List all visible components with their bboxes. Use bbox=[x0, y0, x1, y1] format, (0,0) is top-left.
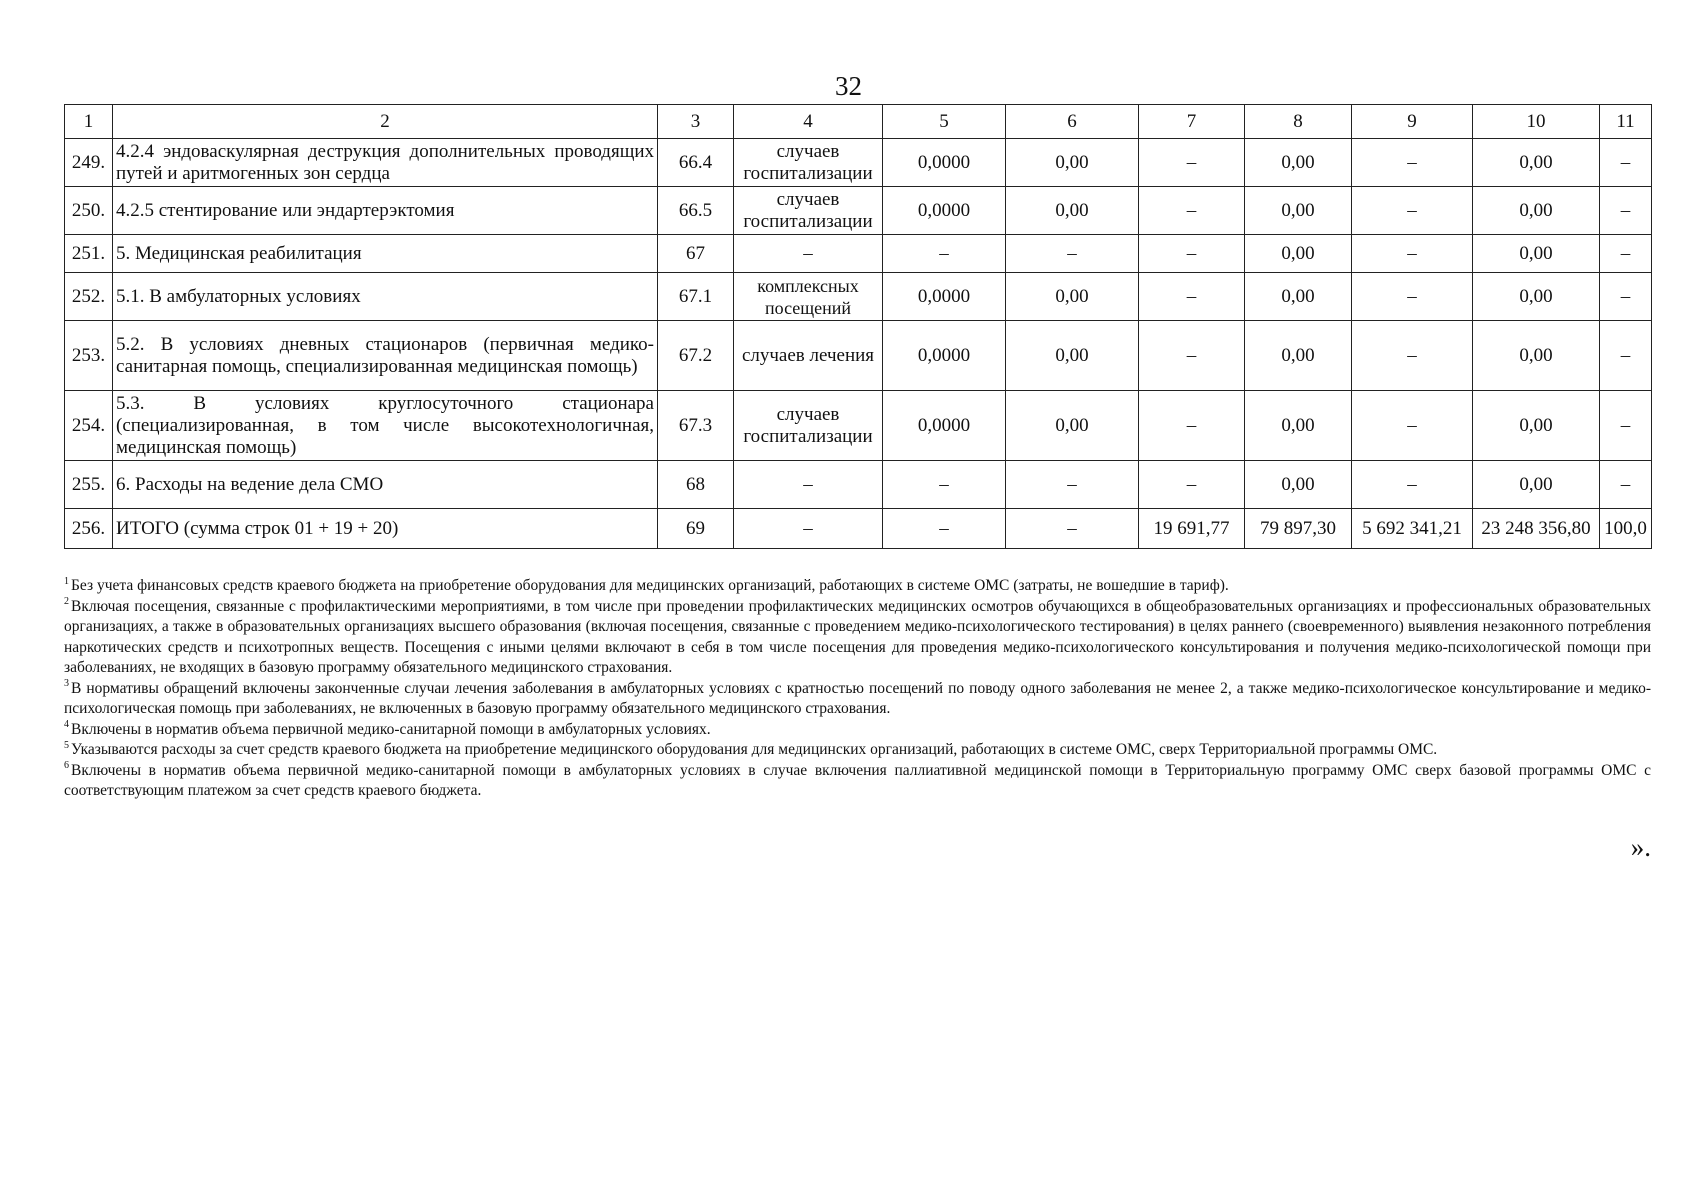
row-cell: – bbox=[1352, 391, 1473, 461]
row-cell: – bbox=[1139, 235, 1245, 273]
row-cell: 0,0000 bbox=[883, 273, 1006, 321]
row-cell: 0,00 bbox=[1245, 461, 1352, 509]
row-cell: – bbox=[1139, 461, 1245, 509]
row-code: 67.3 bbox=[658, 391, 734, 461]
row-unit: комплексных посещений bbox=[734, 273, 883, 321]
row-unit: – bbox=[734, 509, 883, 549]
column-header: 5 bbox=[883, 105, 1006, 139]
row-cell: – bbox=[1600, 187, 1652, 235]
row-cell: 0,0000 bbox=[883, 139, 1006, 187]
row-cell: – bbox=[1006, 235, 1139, 273]
column-header: 10 bbox=[1473, 105, 1600, 139]
row-cell: 0,00 bbox=[1473, 273, 1600, 321]
row-number: 254. bbox=[65, 391, 113, 461]
footnote bbox=[64, 679, 1651, 720]
row-code: 67 bbox=[658, 235, 734, 273]
table-header-row bbox=[65, 105, 1652, 139]
column-header: 2 bbox=[113, 105, 658, 139]
closing-quote-mark: ». bbox=[1630, 832, 1651, 862]
footnote-text: Включены в норматив объема первичной медико-санитарной помощи в амбулаторных условиях. bbox=[71, 720, 711, 738]
footnote bbox=[64, 597, 1651, 679]
row-cell: – bbox=[1352, 139, 1473, 187]
row-cell: 0,00 bbox=[1006, 187, 1139, 235]
row-name: 6. Расходы на ведение дела СМО bbox=[113, 461, 658, 509]
column-header: 1 bbox=[65, 105, 113, 139]
row-cell: – bbox=[1600, 273, 1652, 321]
column-header: 4 bbox=[734, 105, 883, 139]
row-cell: – bbox=[1352, 461, 1473, 509]
row-number: 249. bbox=[65, 139, 113, 187]
row-number: 250. bbox=[65, 187, 113, 235]
row-cell: – bbox=[1139, 391, 1245, 461]
row-cell: 19 691,77 bbox=[1139, 509, 1245, 549]
footnotes bbox=[64, 576, 1651, 802]
footnote-text: В нормативы обращений включены законченные случаи лечения заболевания в амбулаторных условиях с кратностью посещений по поводу одного заболевания не менее 2, а также медико-психологическое консультирование и медико-психологическая помощь при заболеваниях, не включенных в базовую программу обязательного медицинского страхования. bbox=[64, 679, 1651, 717]
column-header: 6 bbox=[1006, 105, 1139, 139]
column-header: 7 bbox=[1139, 105, 1245, 139]
row-cell: 0,00 bbox=[1006, 321, 1139, 391]
row-code: 67.2 bbox=[658, 321, 734, 391]
row-unit: – bbox=[734, 235, 883, 273]
row-name: 4.2.4 эндоваскулярная деструкция дополнительных проводящих путей и аритмогенных зон сердца bbox=[113, 139, 658, 187]
row-code: 66.4 bbox=[658, 139, 734, 187]
row-unit: случаев лечения bbox=[734, 321, 883, 391]
row-number: 253. bbox=[65, 321, 113, 391]
row-cell: – bbox=[1600, 321, 1652, 391]
row-number: 256. bbox=[65, 509, 113, 549]
row-cell: – bbox=[883, 235, 1006, 273]
row-cell: – bbox=[1139, 139, 1245, 187]
row-cell: 0,0000 bbox=[883, 391, 1006, 461]
row-cell: 0,0000 bbox=[883, 187, 1006, 235]
row-name: 4.2.5 стентирование или эндартерэктомия bbox=[113, 187, 658, 235]
footnote-mark: 2 bbox=[64, 596, 69, 608]
row-cell: – bbox=[1352, 321, 1473, 391]
row-cell: 0,00 bbox=[1473, 461, 1600, 509]
row-cell: – bbox=[1139, 187, 1245, 235]
row-cell: – bbox=[1600, 461, 1652, 509]
footnote-mark: 6 bbox=[64, 760, 69, 772]
row-unit: случаев госпитализации bbox=[734, 187, 883, 235]
row-name: 5. Медицинская реабилитация bbox=[113, 235, 658, 273]
column-header: 11 bbox=[1600, 105, 1652, 139]
column-header: 9 bbox=[1352, 105, 1473, 139]
table-row bbox=[65, 139, 1652, 187]
footnote bbox=[64, 576, 1651, 597]
row-cell: – bbox=[1352, 187, 1473, 235]
row-cell: 0,00 bbox=[1473, 187, 1600, 235]
row-cell: 0,00 bbox=[1245, 391, 1352, 461]
row-cell: 0,00 bbox=[1245, 235, 1352, 273]
row-cell: – bbox=[1139, 321, 1245, 391]
row-cell: 79 897,30 bbox=[1245, 509, 1352, 549]
row-code: 69 bbox=[658, 509, 734, 549]
row-cell: – bbox=[1600, 391, 1652, 461]
table-row bbox=[65, 321, 1652, 391]
row-cell: – bbox=[1352, 273, 1473, 321]
row-cell: 0,00 bbox=[1473, 391, 1600, 461]
footnote-mark: 3 bbox=[64, 678, 69, 690]
footnote-mark: 4 bbox=[64, 719, 69, 731]
row-cell: 100,0 bbox=[1600, 509, 1652, 549]
table-row bbox=[65, 461, 1652, 509]
page-number: 32 bbox=[835, 71, 862, 101]
row-cell: – bbox=[1006, 461, 1139, 509]
footnote-text: Указываются расходы за счет средств краевого бюджета на приобретение медицинского оборудования для медицинских организаций, работающих в системе ОМС, сверх Территориальной программы ОМС. bbox=[71, 741, 1438, 758]
row-cell: – bbox=[1600, 235, 1652, 273]
row-cell: 0,00 bbox=[1245, 187, 1352, 235]
row-cell: – bbox=[883, 509, 1006, 549]
row-number: 252. bbox=[65, 273, 113, 321]
row-name: ИТОГО (сумма строк 01 + 19 + 20) bbox=[113, 509, 658, 549]
row-cell: – bbox=[1139, 273, 1245, 321]
row-cell: – bbox=[1006, 509, 1139, 549]
table-row bbox=[65, 391, 1652, 461]
table-row bbox=[65, 273, 1652, 321]
footnote-text: Включая посещения, связанные с профилактическими мероприятиями, в том числе при проведении профилактических медицинских осмотров обучающихся в общеобразовательных организациях и профессиональных образовательных организациях, а также в образовательных организациях высшего образования (включая посещения, связанные с проведением медико-психологического тестирования) в целях раннего (своевременного) выявления незаконного потребления наркотических средств и психотропных веществ. Посещения с иными целями включают в себя в том числе посещения для проведения медико-психологического консультирования и получения медико-психологической помощи при заболеваниях, не входящих в базовую программу обязательного медицинского страхования. bbox=[64, 597, 1651, 676]
footnote-mark: 5 bbox=[64, 739, 69, 751]
row-cell: – bbox=[1352, 235, 1473, 273]
row-cell: 5 692 341,21 bbox=[1352, 509, 1473, 549]
footnote-text: Без учета финансовых средств краевого бюджета на приобретение оборудования для медицинских организаций, работающих в системе ОМС (затраты, не вошедшие в тариф). bbox=[71, 577, 1229, 594]
row-cell: 23 248 356,80 bbox=[1473, 509, 1600, 549]
footnote bbox=[64, 720, 1651, 741]
footnote-mark: 1 bbox=[64, 575, 69, 587]
column-header: 8 bbox=[1245, 105, 1352, 139]
table-row bbox=[65, 235, 1652, 273]
table-row-total bbox=[65, 509, 1652, 549]
row-name: 5.1. В амбулаторных условиях bbox=[113, 273, 658, 321]
row-cell: 0,0000 bbox=[883, 321, 1006, 391]
column-header: 3 bbox=[658, 105, 734, 139]
row-unit: – bbox=[734, 461, 883, 509]
footnote-text: Включены в норматив объема первичной медико-санитарной помощи в амбулаторных условиях в случае включения паллиативной медицинской помощи в Территориальную программу ОМС сверх базовой программы ОМС с соответствующим платежом за счет средств краевого бюджета. bbox=[64, 761, 1651, 799]
row-cell: 0,00 bbox=[1473, 235, 1600, 273]
row-cell: 0,00 bbox=[1245, 139, 1352, 187]
row-code: 66.5 bbox=[658, 187, 734, 235]
row-name: 5.3. В условиях круглосуточного стационара (специализированная, в том числе высокотехнологичная, медицинская помощь) bbox=[113, 391, 658, 461]
data-table bbox=[64, 104, 1652, 549]
row-cell: – bbox=[883, 461, 1006, 509]
table-row bbox=[65, 187, 1652, 235]
row-cell: – bbox=[1600, 139, 1652, 187]
footnote bbox=[64, 740, 1651, 761]
row-cell: 0,00 bbox=[1245, 273, 1352, 321]
row-cell: 0,00 bbox=[1473, 139, 1600, 187]
row-name: 5.2. В условиях дневных стационаров (первичная медико-санитарная помощь, специализированная медицинская помощь) bbox=[113, 321, 658, 391]
row-cell: 0,00 bbox=[1473, 321, 1600, 391]
row-unit: случаев госпитализации bbox=[734, 391, 883, 461]
row-number: 251. bbox=[65, 235, 113, 273]
footnote bbox=[64, 761, 1651, 802]
row-code: 67.1 bbox=[658, 273, 734, 321]
row-unit: случаев госпитализации bbox=[734, 139, 883, 187]
row-cell: 0,00 bbox=[1245, 321, 1352, 391]
row-cell: 0,00 bbox=[1006, 273, 1139, 321]
row-cell: 0,00 bbox=[1006, 139, 1139, 187]
row-number: 255. bbox=[65, 461, 113, 509]
row-code: 68 bbox=[658, 461, 734, 509]
row-cell: 0,00 bbox=[1006, 391, 1139, 461]
